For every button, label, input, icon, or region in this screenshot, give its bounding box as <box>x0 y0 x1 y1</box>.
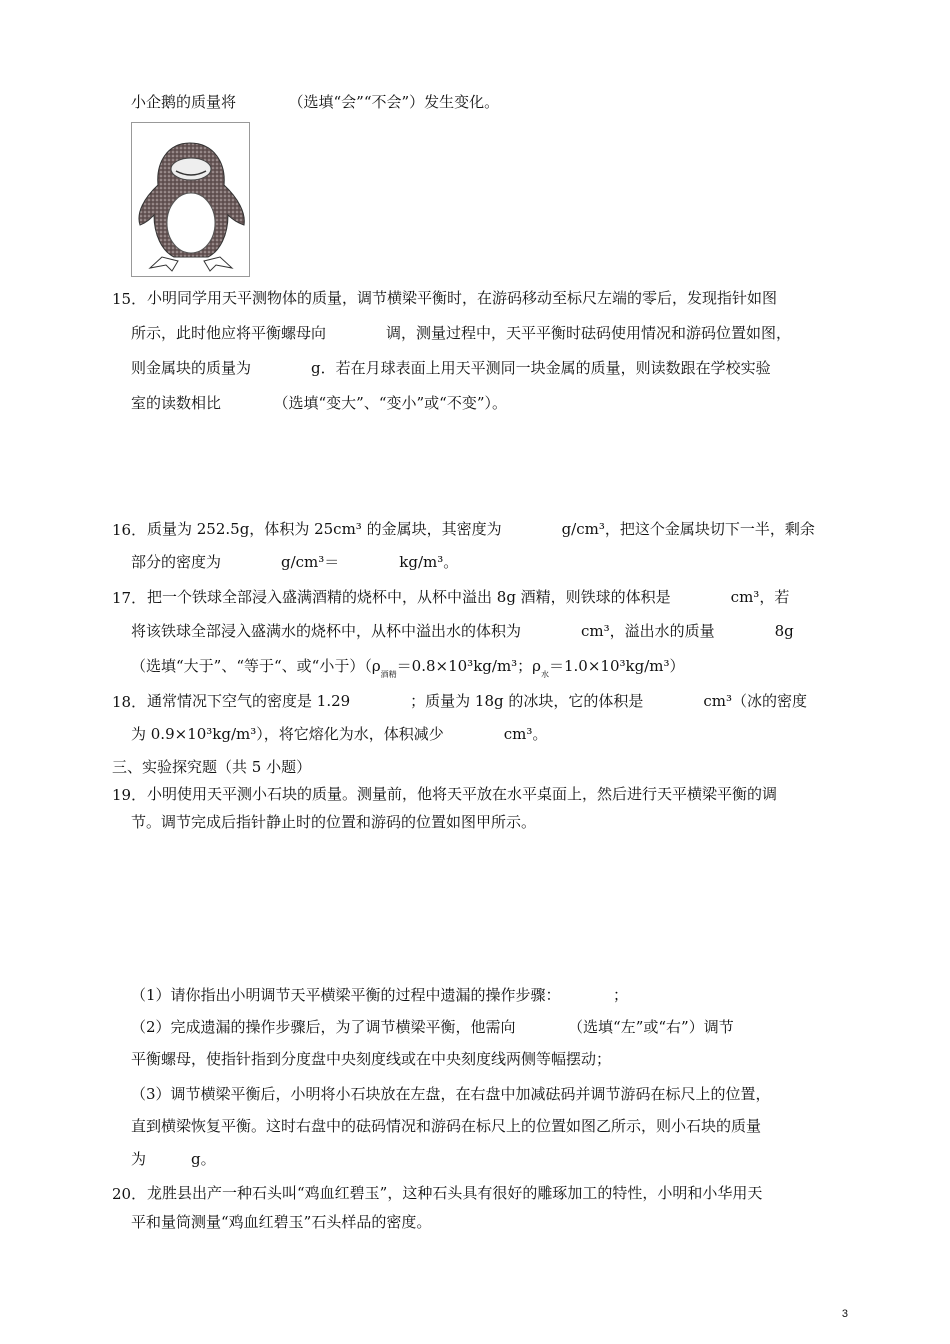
q15-line-2: 所示，此时他应将平衡螺母向 调，测量过程中，天平平衡时砝码使用情况和游码位置如图， <box>131 324 792 342</box>
q19-step-2a: （2）完成遗漏的操作步骤后，为了调节横梁平衡，他需向 （选填“左”或“右”）调节 <box>131 1018 734 1036</box>
q19-step-3a: （3）调节横梁平衡后，小明将小石块放在左盘，在右盘中加减砝码并调节游码在标尺上的位置， <box>131 1085 771 1103</box>
q20-line-1: 龙胜县出产一种石头叫“鸡血红碧玉”，这种石头具有很好的雕琢加工的特性，小明和小华用天 <box>147 1184 763 1202</box>
q19-number: 19． <box>112 786 147 804</box>
q17-l3-part-c: ＝1.0×10³kg/m³） <box>549 657 685 675</box>
q17-l3-part-a: （选填“大于”、“等于“、或“小于）（ρ <box>131 657 381 675</box>
section-heading: 三、实验探究题（共 5 小题） <box>112 758 312 776</box>
q20-line-2: 平和量筒测量“鸡血红碧玉”石头样品的密度。 <box>131 1213 432 1231</box>
q16-line-1: 质量为 252.5g，体积为 25cm³ 的金属块，其密度为 g/cm³，把这个金属块切下一半，剩余 <box>147 520 815 538</box>
q17-l3-part-b: ＝0.8×10³kg/m³；ρ <box>396 657 541 675</box>
q19-step-1: （1）请你指出小明调节天平横梁平衡的过程中遗漏的操作步骤： ； <box>131 986 629 1004</box>
penguin-figure <box>131 122 250 277</box>
q17-number: 17． <box>112 589 147 607</box>
q15-line-3: 则金属块的质量为 g．若在月球表面上用天平测同一块金属的质量，则读数跟在学校实验 <box>131 359 771 377</box>
q17-line-1: 把一个铁球全部浸入盛满酒精的烧杯中，从杯中溢出 8g 酒精，则铁球的体积是 cm³，若 <box>147 588 790 606</box>
q18-number: 18． <box>112 693 147 711</box>
q18-line-1: 通常情况下空气的密度是 1.29 ；质量为 18g 的冰块，它的体积是 cm³（冰的密度 <box>147 692 808 710</box>
q17-sub-alcohol: 酒精 <box>380 670 397 679</box>
q20-number: 20． <box>112 1185 147 1203</box>
q19-line-1: 小明使用天平测小石块的质量。测量前，他将天平放在水平桌面上，然后进行天平横梁平衡的调 <box>147 785 778 803</box>
page-number: 3 <box>841 1308 848 1320</box>
penguin-icon <box>132 123 249 276</box>
q19-step-3b: 直到横梁恢复平衡。这时右盘中的砝码情况和游码在标尺上的位置如图乙所示，则小石块的质量 <box>131 1117 762 1135</box>
q14-tail-text: 小企鹅的质量将 （选填“会”“不会”）发生变化。 <box>131 93 500 111</box>
q15-line-1: 小明同学用天平测物体的质量，调节横梁平衡时，在游码移动至标尺左端的零后，发现指针如图 <box>147 289 778 307</box>
q16-line-2: 部分的密度为 g/cm³＝ kg/m³。 <box>131 553 459 571</box>
q18-line-2: 为 0.9×10³kg/m³），将它熔化为水，体积减少 cm³。 <box>131 725 548 743</box>
q19-step-3c: 为 g。 <box>131 1150 216 1168</box>
q15-line-4: 室的读数相比 （选填“变大”、“变小”或“不变”）。 <box>131 394 508 412</box>
q17-line-2: 将该铁球全部浸入盛满水的烧杯中，从杯中溢出水的体积为 cm³，溢出水的质量 8g <box>131 622 794 640</box>
q17-line-3 <box>131 656 685 685</box>
q17-sub-water: 水 <box>541 670 549 679</box>
q19-step-2b: 平衡螺母，使指针指到分度盘中央刻度线或在中央刻度线两侧等幅摆动； <box>131 1050 612 1068</box>
q15-number: 15． <box>112 290 147 308</box>
q19-line-2: 节。调节完成后指针静止时的位置和游码的位置如图甲所示。 <box>131 813 537 831</box>
q16-number: 16． <box>112 521 147 539</box>
